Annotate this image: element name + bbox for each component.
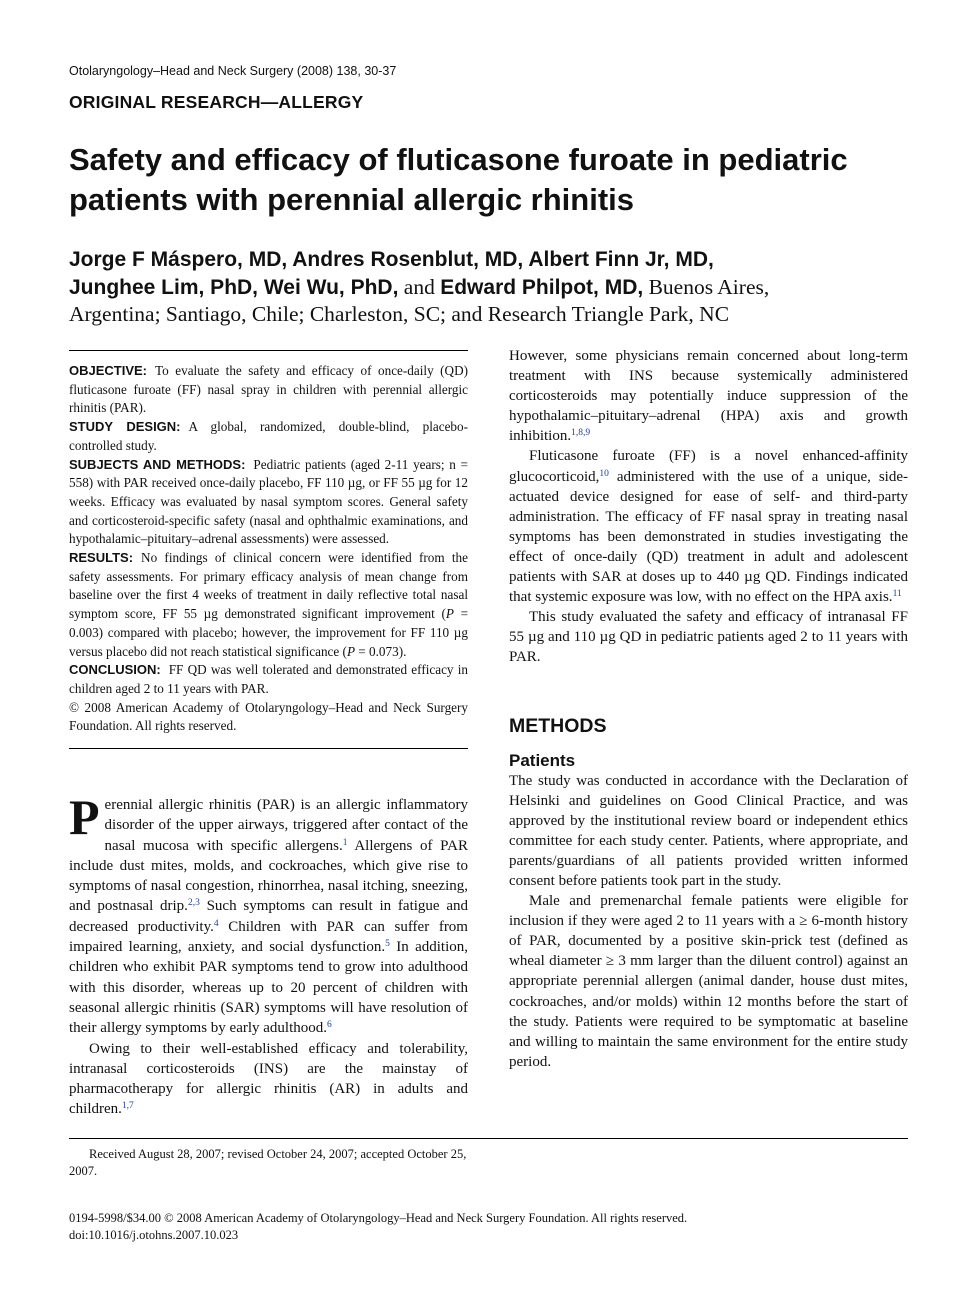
results-text-a: No findings of clinical concern were identified from the safety assessments. For primary efficacy analysis of mean change from baseline over the first 4 weeks of treatment in daily reflective total nasal symptom score, FF 55 µg demonstrated significant improvement ( xyxy=(69,550,468,622)
ref-link[interactable]: 1,7 xyxy=(121,1101,134,1112)
conclusion-text: FF QD was well tolerated and demonstrated efficacy in children aged 2 to 11 years with PAR. xyxy=(69,662,468,696)
abstract xyxy=(69,350,468,749)
abstract-objective xyxy=(69,362,468,418)
ref-link[interactable]: 11 xyxy=(892,589,902,600)
abstract-conclusion xyxy=(69,661,468,698)
methods-paragraph-2: Male and premenarchal female patients were eligible for inclusion if they were aged 2 to 11 years with a ≥ 6-month history of PAR, documented by a positive skin-prick test (defined as wheal diameter ≥ 3 mm larger than the diluent control) against an appropriate perennial allergen (animal dander, house dust mites, cockroaches, and/or molds) within 12 months before the start of the study. Patients were required to be symptomatic at baseline and willing to maintain the same environment for the entire study period. xyxy=(509,893,908,1070)
ref-link[interactable]: 1 xyxy=(342,837,348,848)
r1-text-a: However, some physicians remain concerned about long-term treatment with INS because systemically administered corticosteroids may potentially induce suppression of the hypothalamic–pituitary–adrenal (HPA) axis and growth inhibition. xyxy=(509,348,908,445)
methods-label: SUBJECTS AND METHODS: xyxy=(69,456,246,472)
authors-and: and xyxy=(403,274,435,299)
design-label: STUDY DESIGN: xyxy=(69,419,181,435)
intro-paragraph-3 xyxy=(509,346,908,446)
p2-text-a: Owing to their well-established efficacy and tolerability, intranasal corticosteroids (INS) are the mainstay of pharmacotherapy for allergic rhinitis (AR) in adults and children. xyxy=(69,1040,468,1118)
authors-line2-names: Junghee Lim, PhD, Wei Wu, PhD, xyxy=(69,275,399,299)
authors-line1: Jorge F Máspero, MD, Andres Rosenblut, MD, Albert Finn Jr, MD, xyxy=(69,248,714,271)
p1-text-a: erennial allergic rhinitis (PAR) is an allergic inflammatory disorder of the upper airways, triggered after contact of the nasal mucosa with specific allergens. xyxy=(104,797,468,854)
ref-link[interactable]: 10 xyxy=(599,468,609,479)
affiliation-part2: Argentina; Santiago, Chile; Charleston, SC; and Research Triangle Park, NC xyxy=(69,302,730,326)
p1-text-b: Allergens of PAR include dust mites, molds, and cockroaches, which give rise to symptoms of nasal congestion, rhinorrhea, nasal itching, sneezing, and postnasal drip. xyxy=(69,837,468,915)
r2-text-b: administered with the use of a unique, side-actuated device designed for ease of self- and third-party administration. The efficacy of FF nasal spray in treating nasal symptoms has been demonstrated in studies investigating the effect of once-daily (QD) treatment in adult and adolescent patients with SAR at doses up to 440 µg QD. Findings indicated that systemic exposure was low, with no effect on the HPA axis. xyxy=(509,468,908,606)
ref-link[interactable]: 2,3 xyxy=(187,898,200,909)
journal-citation: Otolaryngology–Head and Neck Surgery (2008) 138, 30-37 xyxy=(69,64,397,78)
results-p2: P xyxy=(346,643,355,659)
conclusion-label: CONCLUSION: xyxy=(69,662,161,678)
received-dates: Received August 28, 2007; revised October 24, 2007; accepted October 25, 2007. xyxy=(69,1147,467,1178)
design-text: A global, randomized, double-blind, placebo-controlled study. xyxy=(69,419,469,453)
results-text-b: = 0.003) compared with placebo; however, the improvement for FF 110 µg versus placebo did not reach statistical significance ( xyxy=(69,606,469,659)
ref-link[interactable]: 1,8,9 xyxy=(571,428,591,439)
methods-heading: METHODS xyxy=(509,714,607,737)
methods-text: Pediatric patients (aged 2-11 years; n = 558) with PAR received once-daily placebo, FF 110 µg, or FF 55 µg for 12 weeks. Efficacy was evaluated by nasal symptom scores. General safety and corticosteroid-specific safety (nasal and ophthalmic examinations, and hypothalamic–pituitary–adrenal assessments) were assessed. xyxy=(69,456,468,547)
intro-paragraph-2 xyxy=(69,1039,468,1120)
results-p1: P xyxy=(445,606,454,622)
ref-link[interactable]: 5 xyxy=(385,939,390,950)
footnote-divider xyxy=(69,1138,908,1139)
abstract-methods xyxy=(69,456,468,550)
body-left-column xyxy=(69,789,469,1120)
objective-text: To evaluate the safety and efficacy of once-daily (QD) fluticasone furoate (FF) nasal spray in children with perennial allergic rhinitis (PAR). xyxy=(69,363,468,416)
abstract-results xyxy=(69,549,468,661)
article-title: Safety and efficacy of fluticasone furoate in pediatric patients with perennial allergic rhinitis xyxy=(69,142,848,217)
drop-cap: P xyxy=(69,789,100,845)
footer-doi[interactable]: doi:10.1016/j.otohns.2007.10.023 xyxy=(69,1228,239,1242)
ref-link[interactable]: 6 xyxy=(327,1020,332,1031)
results-text-c: = 0.073). xyxy=(355,643,407,659)
body-right-column xyxy=(509,346,908,1072)
p1-text-e: In addition, children who exhibit PAR symptoms tend to grow into adulthood with this disorder, whereas up to 20 percent of children with seasonal allergic rhinitis (SAR) symptoms will have resolution of their allergy symptoms by early adulthood. xyxy=(69,939,469,1037)
intro-paragraph-4 xyxy=(509,446,908,607)
affiliation-part1: Buenos Aires, xyxy=(648,274,770,299)
author-list xyxy=(69,246,929,329)
p1-text-c: Such symptoms can result in fatigue and decreased productivity. xyxy=(69,898,468,935)
ref-link[interactable]: 4 xyxy=(213,918,219,929)
authors-line2-last: Edward Philpot, MD, xyxy=(440,275,644,299)
intro-paragraph-5: This study evaluated the safety and efficacy of intranasal FF 55 µg and 110 µg QD in pediatric patients aged 2 to 11 years with PAR. xyxy=(509,609,908,666)
footer-copyright: 0194-5998/$34.00 © 2008 American Academy of Otolaryngology–Head and Neck Surgery Foundation. All rights reserved. xyxy=(69,1211,688,1225)
section-label: ORIGINAL RESEARCH—ALLERGY xyxy=(69,92,364,112)
objective-label: OBJECTIVE: xyxy=(69,363,148,378)
abstract-copyright: © 2008 American Academy of Otolaryngology–Head and Neck Surgery Foundation. All rights reserved. xyxy=(69,699,468,734)
patients-heading: Patients xyxy=(509,750,576,770)
abstract-design xyxy=(69,418,468,455)
intro-paragraph-1 xyxy=(69,789,469,1039)
results-label: RESULTS: xyxy=(69,550,134,566)
methods-paragraph-1: The study was conducted in accordance with the Declaration of Helsinki and guidelines on Good Clinical Practice, and was approved by the institutional review board or independent ethics committee for each study center. Patients, where appropriate, and parents/guardians of all patients provided written informed consent before patients took part in the study. xyxy=(509,772,908,889)
r2-text-a: Fluticasone furoate (FF) is a novel enhanced-affinity glucocorticoid, xyxy=(509,448,908,485)
p1-text-d: Children with PAR can suffer from impaired learning, anxiety, and social dysfunction. xyxy=(69,918,468,956)
